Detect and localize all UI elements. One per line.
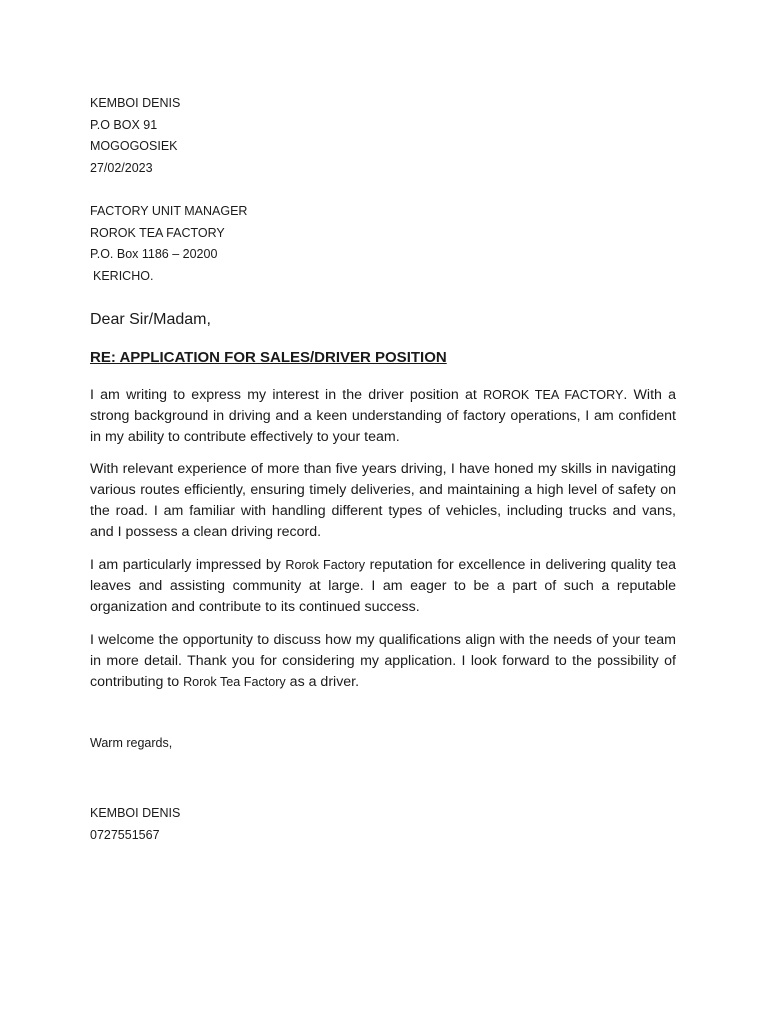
sender-box: P.O BOX 91 — [90, 117, 158, 132]
sender-name: KEMBOI DENIS — [90, 96, 181, 110]
signature-phone: 0727551567 — [90, 827, 160, 842]
body-paragraph-2: With relevant experience of more than five years driving, I have honed my skills in navigating various routes efficiently, ensuring timely deliveries, and maintaining a high level of safety on the road. I am familiar with handling different types of vehicles, including trucks and vans, and I possess a clean driving record. — [90, 461, 676, 540]
signature-block — [90, 803, 180, 846]
p3-text-after: reputation for excellence in delivering quality tea leaves and assisting community at large. I am eager to be a part of such a reputable organization and contribute to its continued success. — [90, 557, 676, 615]
signature-name: KEMBOI DENIS — [90, 806, 181, 820]
salutation: Dear Sir/Madam, — [90, 311, 211, 328]
recipient-title: FACTORY UNIT MANAGER — [90, 204, 248, 218]
p3-org-name: Rorok Factory — [285, 558, 366, 572]
sender-address — [90, 93, 180, 179]
p3-text-before: I am particularly impressed by — [90, 557, 286, 573]
p4-text-after: as a driver. — [285, 674, 360, 690]
recipient-box: P.O. Box 1186 – 20200 — [90, 247, 218, 261]
recipient-town: KERICHO. — [93, 268, 154, 283]
subject-line: RE: APPLICATION FOR SALES/DRIVER POSITION — [90, 349, 447, 366]
p4-org-name: Rorok Tea Factory — [183, 675, 286, 689]
letter-date: 27/02/2023 — [90, 160, 153, 175]
p1-text-before: I am writing to express my interest in the driver position at — [90, 387, 484, 403]
p4-text-before: I welcome the opportunity to discuss how my qualifications align with the needs of your team in more detail. Thank you for considering my application. I look forward to the possibility of contributing to — [90, 632, 676, 690]
closing: Warm regards, — [90, 736, 173, 750]
recipient-company: ROROK TEA FACTORY — [90, 225, 225, 240]
p1-org-name: ROROK TEA FACTORY — [483, 388, 624, 402]
body-paragraph-3 — [90, 555, 676, 618]
body-paragraph-4 — [90, 630, 676, 693]
body-paragraph-1 — [90, 385, 676, 448]
p1-text-after: . With a strong background in driving and a keen understanding of factory operations, I am confident in my ability to contribute effectively to your team. — [90, 387, 676, 445]
recipient-address — [90, 201, 247, 287]
sender-town: MOGOGOSIEK — [90, 139, 178, 153]
